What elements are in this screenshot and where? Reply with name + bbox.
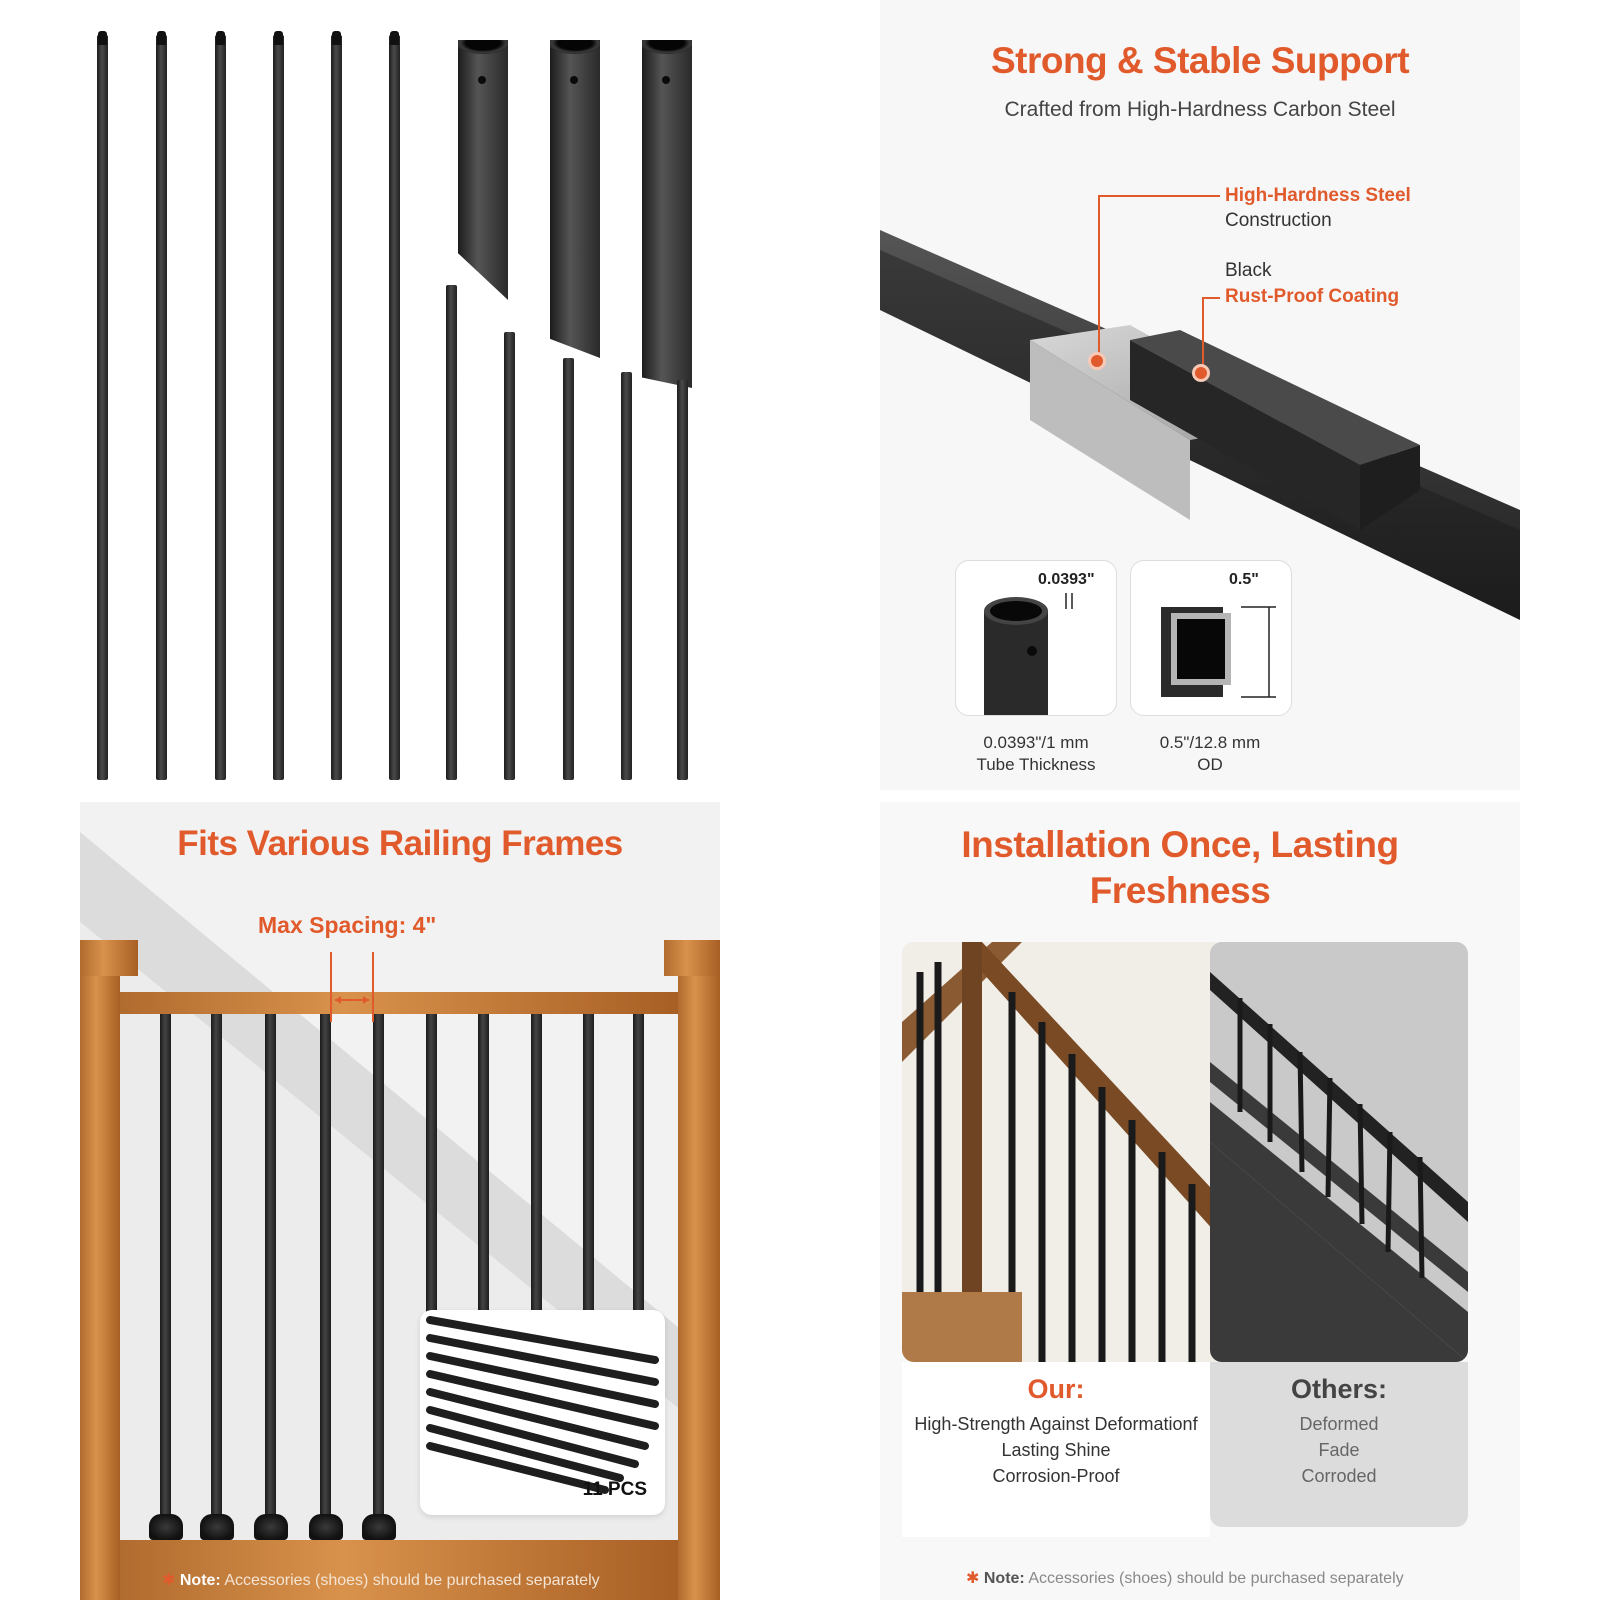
pack-count-label: 11 PCS bbox=[582, 1479, 647, 1500]
tube-thickness-caption: 0.0393"/1 mm Tube Thickness bbox=[976, 733, 1096, 774]
install-title-line2: Freshness bbox=[1089, 870, 1271, 911]
others-item: Deformed bbox=[1299, 1414, 1379, 1434]
baluster-rod bbox=[446, 285, 457, 780]
baluster-rod bbox=[563, 358, 574, 780]
railing-baluster bbox=[583, 1014, 594, 1314]
baluster-rod bbox=[621, 372, 632, 780]
callout-construction-label: Construction bbox=[1225, 210, 1332, 231]
baluster-rod bbox=[273, 35, 284, 780]
callout-black-label: Black bbox=[1225, 260, 1272, 281]
baluster-rod bbox=[504, 332, 515, 780]
spacing-indicator bbox=[325, 952, 385, 1022]
baluster-shoe bbox=[149, 1514, 183, 1540]
ours-compare-box bbox=[902, 1362, 1210, 1537]
others-item: Corroded bbox=[1301, 1466, 1377, 1486]
baluster-rod bbox=[156, 35, 167, 780]
outer-diameter-card bbox=[1130, 560, 1292, 716]
baluster-rod bbox=[389, 35, 400, 780]
outer-diameter-dim: 0.5" bbox=[1229, 571, 1259, 588]
pack-inset bbox=[420, 1310, 665, 1515]
install-title-line1: Installation Once, Lasting bbox=[961, 824, 1399, 865]
steel-callout-dot bbox=[1088, 352, 1106, 370]
railing-baluster bbox=[478, 1014, 489, 1314]
others-item: Fade bbox=[1318, 1440, 1360, 1460]
tube-closeup bbox=[642, 40, 692, 388]
our-product-photo bbox=[902, 942, 1224, 1362]
baluster-rod bbox=[331, 35, 342, 780]
support-title: Strong & Stable Support bbox=[990, 40, 1410, 81]
railing-baluster bbox=[373, 1014, 384, 1514]
others-compare-box bbox=[1210, 1362, 1468, 1527]
railing-baluster bbox=[265, 1014, 276, 1514]
railing-baluster bbox=[320, 1014, 331, 1514]
baluster-shoe bbox=[362, 1514, 396, 1540]
newel-post-left-cap bbox=[80, 940, 138, 976]
railing-baluster bbox=[531, 1014, 542, 1314]
railing-baluster bbox=[211, 1014, 222, 1514]
install-panel bbox=[880, 802, 1520, 1600]
callout-coating-label: Rust-Proof Coating bbox=[1225, 286, 1400, 307]
railing-panel bbox=[80, 802, 720, 1600]
tube-thickness-card bbox=[955, 560, 1117, 716]
coating-callout-dot bbox=[1192, 364, 1210, 382]
ours-item: Corrosion-Proof bbox=[992, 1466, 1120, 1486]
ours-item: High-Strength Against Deformationf bbox=[914, 1414, 1198, 1434]
newel-post-right bbox=[678, 952, 720, 1600]
tube-closeup bbox=[550, 40, 600, 358]
install-note: ✱ Note: Accessories (shoes) should be purchased separately bbox=[966, 1570, 1404, 1587]
spacing-label: Max Spacing: 4" bbox=[258, 912, 437, 938]
callout-steel-label: High-Hardness Steel bbox=[1225, 185, 1411, 206]
baluster-product-image bbox=[80, 20, 720, 790]
railing-baluster bbox=[426, 1014, 437, 1314]
railing-title: Fits Various Railing Frames bbox=[177, 824, 623, 863]
ours-title: Our: bbox=[1027, 1374, 1085, 1404]
baluster-rod bbox=[97, 35, 108, 780]
others-product-photo bbox=[1210, 942, 1468, 1362]
railing-note: ✱ Note: Accessories (shoes) should be purchased separately bbox=[162, 1572, 600, 1589]
baluster-shoe bbox=[254, 1514, 288, 1540]
baluster-shoe bbox=[309, 1514, 343, 1540]
others-title: Others: bbox=[1290, 1374, 1388, 1404]
ours-item: Lasting Shine bbox=[1001, 1440, 1111, 1460]
newel-post-right-cap bbox=[664, 940, 720, 976]
handrail bbox=[120, 992, 678, 1014]
railing-baluster bbox=[633, 1014, 644, 1314]
baluster-rod bbox=[677, 380, 688, 780]
tube-closeup bbox=[458, 40, 508, 300]
outer-diameter-caption: 0.5"/12.8 mm OD bbox=[1159, 733, 1261, 774]
baluster-rod bbox=[215, 35, 226, 780]
newel-post-left bbox=[80, 952, 120, 1600]
baluster-shoe bbox=[200, 1514, 234, 1540]
support-panel bbox=[880, 0, 1520, 790]
railing-baluster bbox=[160, 1014, 171, 1514]
support-subtitle: Crafted from High-Hardness Carbon Steel bbox=[1004, 98, 1396, 121]
tube-thickness-dim: 0.0393" bbox=[1038, 571, 1095, 588]
